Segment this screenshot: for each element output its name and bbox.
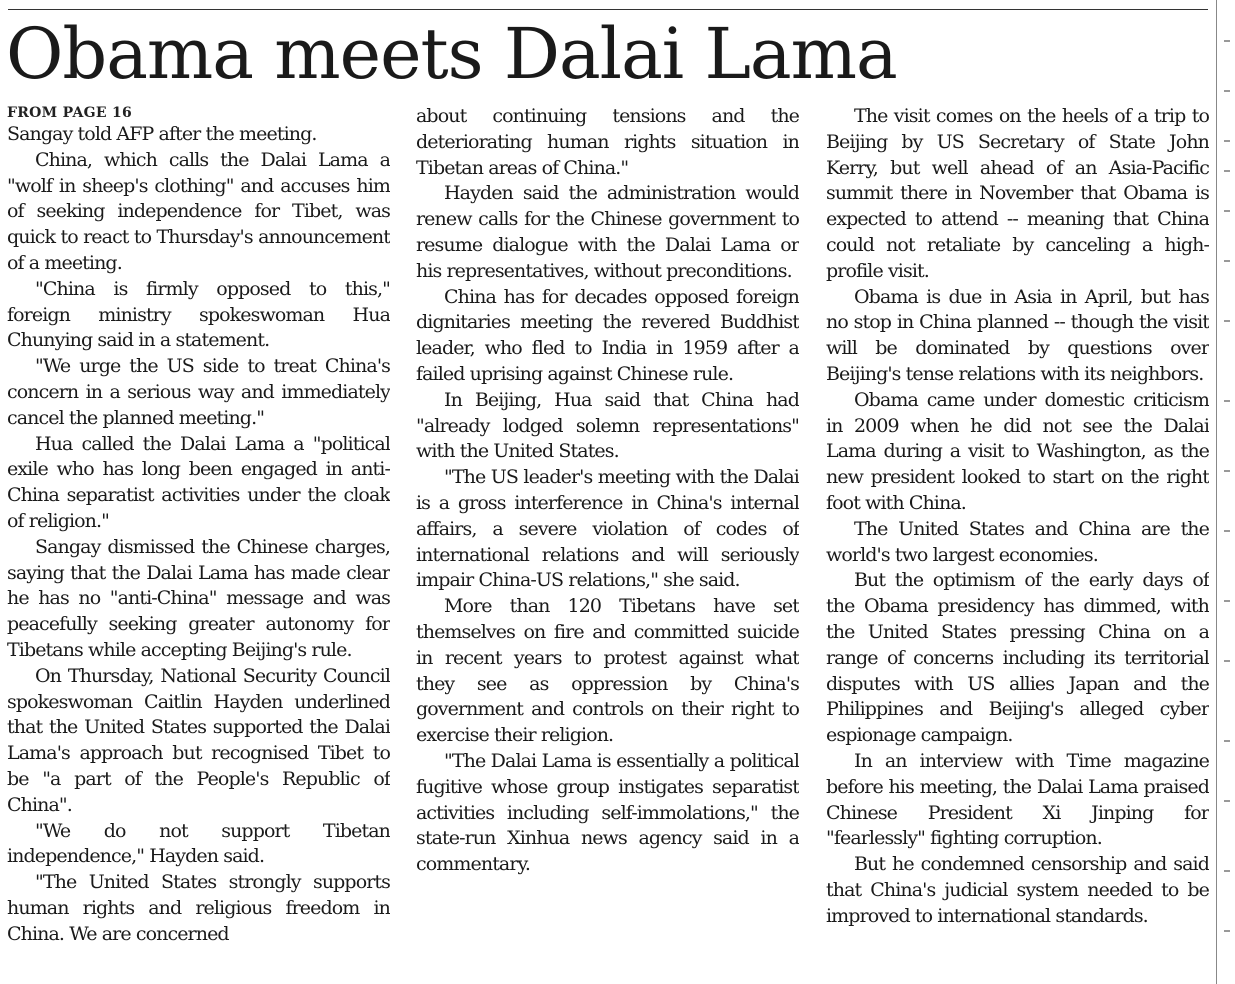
- paragraph: Sangay told AFP after the meeting.: [7, 123, 317, 145]
- paragraph: In Beijing, Hua said that China had "already lodged solemn representations" with the United States.: [416, 388, 799, 463]
- paragraph: But the optimism of the early days of the Obama presidency has dimmed, with the United States pressing China on a range of concerns including its territorial disputes with US allies Japan and the Philippines and Beijing's alleged cyber espionage campaign.: [826, 569, 1209, 747]
- paragraph: about continuing tensions and the deteriorating human rights situation in Tibetan areas of China.": [416, 105, 799, 179]
- adjacent-page-edge: [1222, 0, 1235, 984]
- paragraph: "China is firmly opposed to this," foreign ministry spokeswoman Hua Chunying said in a statement.: [7, 277, 390, 352]
- paragraph: Hua called the Dalai Lama a "political exile who has long been engaged in anti-China separatist activities under the cloak of religion.": [7, 432, 390, 532]
- top-rule: [8, 9, 1208, 10]
- paragraph: But he condemned censorship and said that China's judicial system needed to be improved to international standards.: [826, 853, 1209, 927]
- paragraph: Hayden said the administration would renew calls for the Chinese government to resume dialogue with the Dalai Lama or his representatives, without preconditions.: [416, 182, 799, 282]
- paragraph: In an interview with Time magazine before his meeting, the Dalai Lama praised Chinese President Xi Jinping for "fearlessly" fighting corruption.: [826, 749, 1209, 850]
- paragraph: On Thursday, National Security Council spokeswoman Caitlin Hayden underlined that the United States supported the Dalai Lama's approach but recognised Tibet to be "a part of the People's Republic of China".: [7, 664, 390, 816]
- paragraph: China has for decades opposed foreign dignitaries meeting the revered Buddhist leader, who fled to India in 1959 after a failed uprising against Chinese rule.: [416, 285, 799, 385]
- continuation-kicker: FROM PAGE 16: [7, 105, 133, 121]
- paragraph: "The US leader's meeting with the Dalai is a gross interference in China's internal affairs, a severe violation of codes of international relations and will seriously impair China-US relations," she said.: [416, 466, 799, 592]
- paragraph: Obama is due in Asia in April, but has no stop in China planned -- though the visit will be dominated by questions over Beijing's tense relations with its neighbors.: [826, 285, 1209, 385]
- paragraph: "We urge the US side to treat China's concern in a serious way and immediately cancel the planned meeting.": [7, 355, 390, 429]
- paragraph: The United States and China are the world's two largest economies.: [826, 517, 1209, 566]
- headline: Obama meets Dalai Lama: [6, 13, 897, 95]
- paragraph: Sangay dismissed the Chinese charges, saying that the Dalai Lama has made clear he has no "anti-China" message and was peacefully seeking greater autonomy for Tibetans while accepting Beijing's rule.: [7, 535, 390, 661]
- paragraph: "We do not support Tibetan independence," Hayden said.: [7, 819, 390, 868]
- paragraph: China, which calls the Dalai Lama a "wolf in sheep's clothing" and accuses him of seeking independence for Tibet, was quick to react to Thursday's announcement of a meeting.: [7, 148, 390, 274]
- paragraph: "The United States strongly supports human rights and religious freedom in China. We are concerned: [7, 871, 390, 945]
- paragraph: Obama came under domestic criticism in 2009 when he did not see the Dalai Lama during a visit to Washington, as the new president looked to start on the right foot with China.: [826, 388, 1209, 514]
- article-column-1: [7, 104, 390, 984]
- article-column-3: [826, 104, 1209, 984]
- column-divider-rule: [1216, 0, 1217, 984]
- paragraph: The visit comes on the heels of a trip to Beijing by US Secretary of State John Kerry, but well ahead of an Asia-Pacific summit there in November that Obama is expected to attend -- meaning that China could not retaliate by canceling a high-profile visit.: [826, 105, 1209, 282]
- article-column-2: [416, 104, 799, 984]
- paragraph: More than 120 Tibetans have set themselves on fire and committed suicide in recent years to protest against what they see as oppression by China's government and controls on their right to exercise their religion.: [416, 595, 799, 747]
- paragraph: "The Dalai Lama is essentially a political fugitive whose group instigates separatist activities including self-immolations," the state-run Xinhua news agency said in a commentary.: [416, 749, 799, 876]
